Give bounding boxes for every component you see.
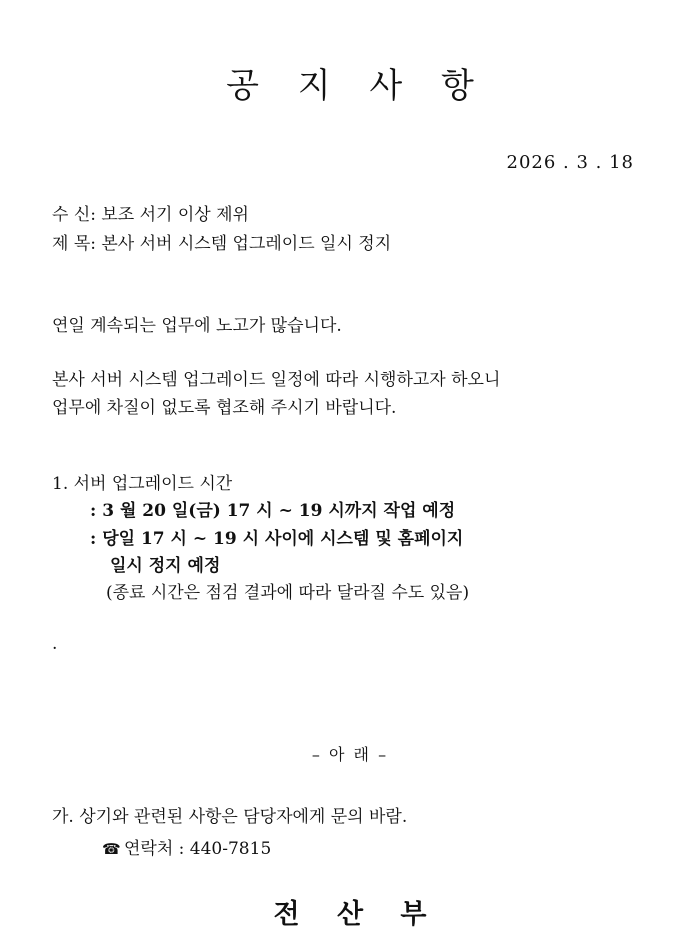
section-1-item-2-cont: 일시 정지 예정 (110, 556, 221, 576)
phone-icon: ☎ (102, 840, 121, 858)
contact-text: 연락처 : 440-7815 (124, 839, 272, 859)
body-text-line-2: 업무에 차질이 없도록 협조해 주시기 바랍니다. (52, 398, 397, 418)
subject-line: 제 목: 본사 서버 시스템 업그레이드 일시 정지 (52, 234, 392, 254)
department-name: 전 산 부 (273, 899, 441, 930)
stray-dot: . (52, 634, 58, 654)
section-1-note: (종료 시간은 점검 결과에 따라 달라질 수도 있음) (106, 583, 470, 603)
page-title: 공 지 사 항 (226, 66, 488, 106)
greeting-text: 연일 계속되는 업무에 노고가 많습니다. (52, 316, 342, 336)
contact-line (102, 834, 271, 859)
section-1-item-2: : 당일 17 시 ~ 19 시 사이에 시스템 및 홈페이지 (90, 529, 464, 549)
item-ga: 가. 상기와 관련된 사항은 담당자에게 문의 바람. (52, 807, 408, 827)
notice-date: 2026 . 3 . 18 (506, 152, 634, 173)
section-1-item-1: : 3 월 20 일(금) 17 시 ~ 19 시까지 작업 예정 (90, 501, 456, 521)
reader-mark: – 아 래 – (311, 745, 389, 764)
body-text-line-1: 본사 서버 시스템 업그레이드 일정에 따라 시행하고자 하오니 (52, 370, 501, 390)
recipient-line: 수 신: 보조 서기 이상 제위 (52, 205, 249, 225)
section-1-heading: 1. 서버 업그레이드 시간 (52, 474, 233, 494)
